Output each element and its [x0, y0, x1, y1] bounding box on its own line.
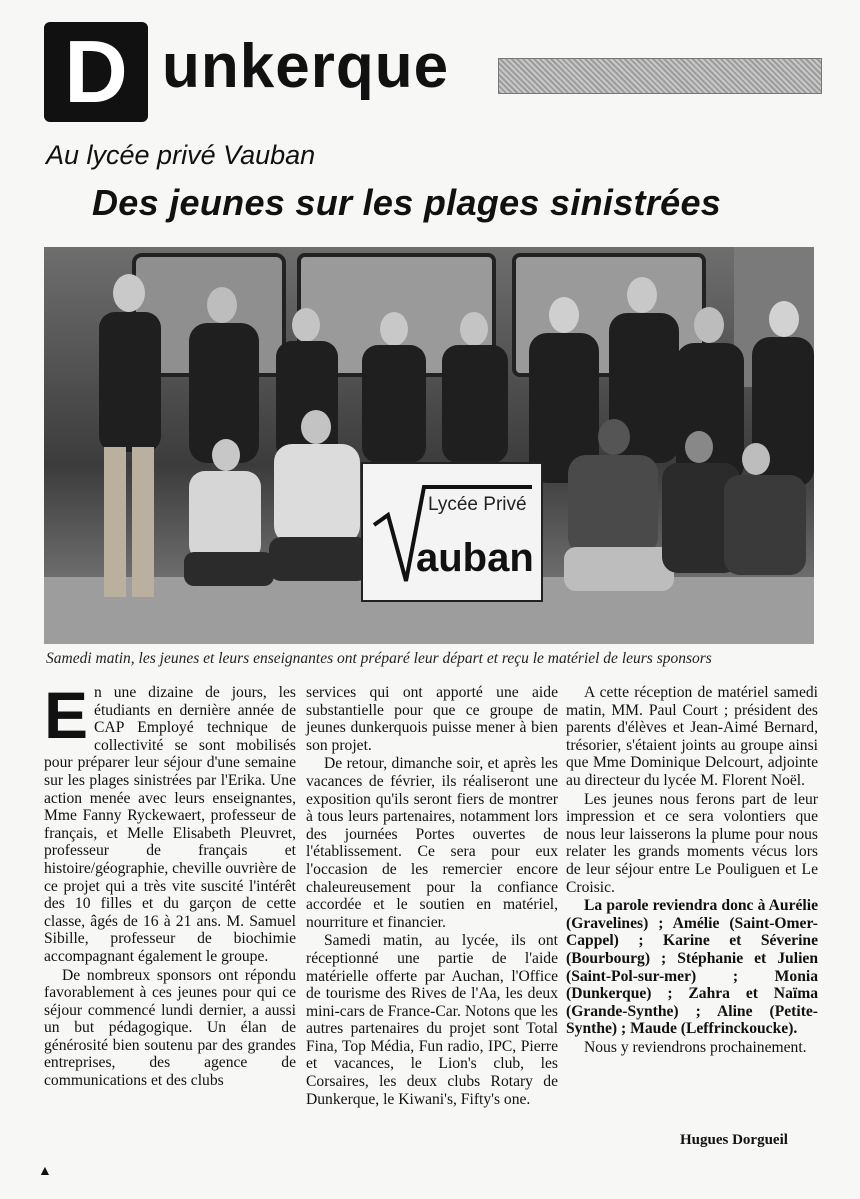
photo-caption: Samedi matin, les jeunes et leurs enseignantes ont préparé leur départ et reçu le matériel de leurs sponsors: [46, 650, 712, 667]
col2-paragraph-2: De retour, dimanche soir, et après les vacances de février, ils réaliseront une exposition qu'ils seront fiers de montrer à tous leurs partenaires, notamment lors des journées Portes ouvertes de l'établissement. Ce sera pour eux l'occasion de les remercier encore chaleureusement pour la confiance accordée et le soutien en matériel, nourriture et financier.: [306, 755, 558, 931]
article-column-2: [306, 684, 558, 1109]
col3-paragraph-4: Nous y reviendrons prochainement.: [584, 1038, 807, 1056]
col3-paragraph-1: A cette réception de matériel samedi matin, MM. Paul Court ; président des parents d'élèves et Jean-Aimé Bernard, trésorier, s'étaient joints au groupe ainsi que Mme Dominique Delcourt, adjointe au directeur du lycée M. Florent Noël.: [566, 684, 818, 789]
group-photo-illustration: [44, 247, 814, 644]
col3-paragraph-3: La parole reviendra donc à Aurélie (Gravelines) ; Amélie (Saint-Omer-Cappel) ; Karine et Séverine (Bourbourg) ; Stéphanie et Julien (Saint-Pol-sur-mer) ; Monia (Dunkerque) ; Zahra et Naïma (Grande-Synthe) ; Aline (Petite-Synthe) ; Maude (Leffrinckoucke).: [566, 897, 818, 1038]
col2-paragraph-3: Samedi matin, au lycée, ils ont réceptionné une partie de l'aide matérielle offerte par Auchan, l'Office de tourisme des Rives de l'Aa, les deux mini-cars de France-Car. Notons que les autres partenaires du projet sont Total Fina, Top Média, Fun radio, IPC, Pierre et vacances, le Lion's club, les Corsaires, les deux clubs Rotary de Dunkerque, le Kiwani's, Fifty's one.: [306, 932, 558, 1108]
col1-paragraph-2: De nombreux sponsors ont répondu favorablement à ces jeunes pour qui ce séjour commencé lundi dernier, a aussi un but pédagogique. Un élan de générosité bien soutenu par des grandes entreprises, des agence de communications et des clubs: [44, 966, 296, 1090]
author-signature: Hugues Dorgueil: [680, 1132, 788, 1148]
page-corner-mark: ▲: [38, 1162, 52, 1178]
article-headline: Des jeunes sur les plages sinistrées: [92, 182, 722, 223]
sign-bottom-text: auban: [416, 536, 534, 580]
masthead-initial: D: [64, 22, 128, 121]
lycee-sign: [362, 463, 542, 601]
article-photo: [44, 247, 814, 644]
drop-cap: E: [44, 678, 89, 752]
masthead-rule-bar: [498, 58, 822, 94]
col3-paragraph-2: Les jeunes nous ferons part de leur impression et ce sera volontiers que nous leur laisserons la plume pour nous relater les grands moments vécus lors de leur séjour entre Le Pouliguen et Le Croisic.: [566, 790, 818, 896]
col1-paragraph-1-text: n une dizaine de jours, les étudiants en dernière année de CAP Employé technique de collectivité se sont mobilisés pour préparer leur séjour d'une semaine sur les plages sinistrées par l'Erika. Une action menée avec leurs enseignantes, Mme Fanny Ryckewaert, professeur de français, et Melle Elisabeth Pleuvret, professeur de français et histoire/géographie, cheville ouvrière de ce projet qui a très vite suscité l'intérêt des 10 filles et du garçon de cette classe, âgés de 16 à 21 ans. M. Samuel Sibille, professeur de biochimie accompagnant également le groupe.: [44, 684, 296, 965]
sign-top-text: Lycée Privé: [428, 494, 527, 515]
article-column-3: [566, 684, 818, 1057]
col1-paragraph-1: [44, 678, 296, 966]
article-column-1: [44, 678, 296, 1091]
col2-paragraph-1: services qui ont apporté une aide substantielle pour que ce groupe de jeunes dunkerquois puisse mener à bien son projet.: [306, 684, 558, 754]
article-kicker: Au lycée privé Vauban: [46, 140, 316, 170]
masthead-title: unkerque: [162, 32, 450, 101]
